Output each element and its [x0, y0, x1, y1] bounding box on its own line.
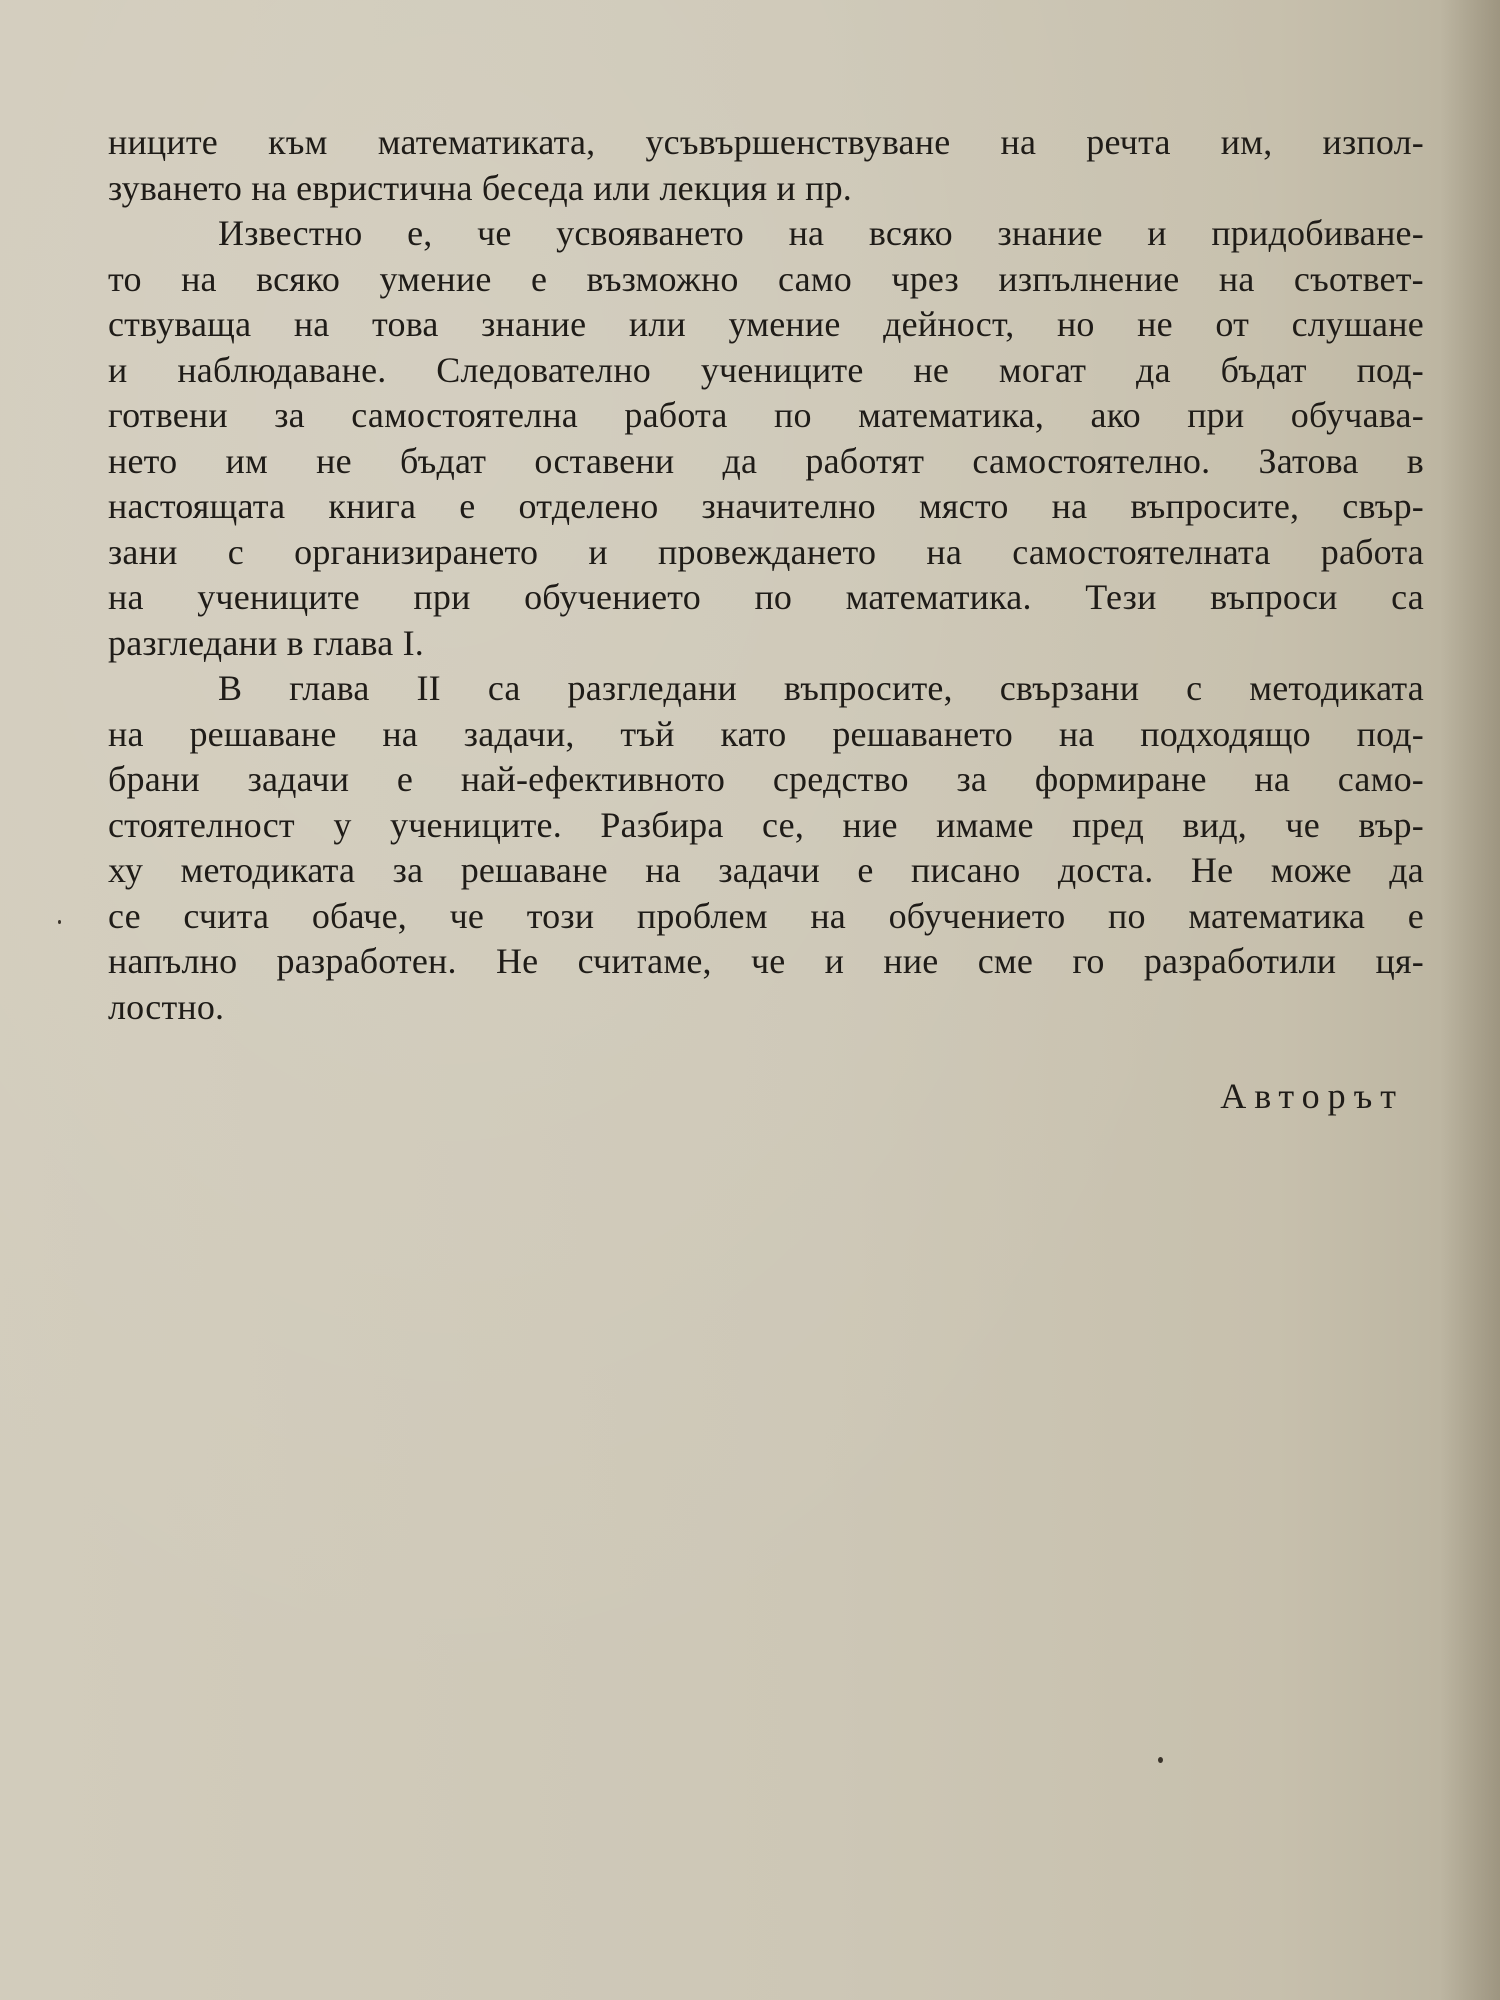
text-line: то на всяко умение е възможно само чрез изпълнение на съответ- [108, 258, 1424, 299]
text-line: ствуваща на това знание или умение дейност, но не от слушане [108, 304, 1424, 344]
text-line: Известно е, че усвояването на всяко знание и придобиване- [218, 213, 1424, 253]
spine-shadow [1440, 0, 1500, 2000]
text-line: брани задачи е най-ефективното средство за формиране на само- [108, 759, 1424, 799]
text-line: ху методиката за решаване на задачи е писано доста. Не може да [108, 850, 1424, 890]
text-line: В глава II са разгледани въпросите, свързани с методиката [218, 668, 1424, 708]
text-line: зуването на евристична беседа или лекция и пр. [108, 167, 852, 208]
text-line: стоятелност у учениците. Разбира се, ние имаме пред вид, че вър- [108, 804, 1424, 845]
text-line: напълно разработен. Не считаме, че и ние сме го разработили ця- [108, 941, 1424, 981]
text-line: на решаване на задачи, тъй като решаването на подходящо под- [108, 713, 1424, 754]
text-line: и наблюдаване. Следователно учениците не могат да бъдат под- [108, 349, 1424, 390]
body-text [108, 120, 1424, 1030]
text-line: на учениците при обучението по математика. Тези въпроси са [108, 577, 1424, 617]
text-line: нето им не бъдат оставени да работят самостоятелно. Затова в [108, 440, 1424, 481]
paper-speck [1158, 1757, 1163, 1763]
author-signature: Авторът [1220, 1076, 1404, 1116]
text-line: се счита обаче, че този проблем на обучението по математика е [108, 895, 1424, 936]
text-line: готвени за самостоятелна работа по математика, ако при обучава- [108, 395, 1424, 435]
paper-speck [58, 920, 61, 924]
text-line: лостно. [108, 986, 225, 1027]
text-line: настоящата книга е отделено значително място на въпросите, свър- [108, 486, 1424, 526]
text-line: разгледани в глава I. [108, 622, 425, 663]
text-line: ниците към математиката, усъвършенствуване на речта им, изпол- [108, 122, 1424, 162]
text-line: зани с организирането и провеждането на самостоятелната работа [108, 531, 1424, 572]
